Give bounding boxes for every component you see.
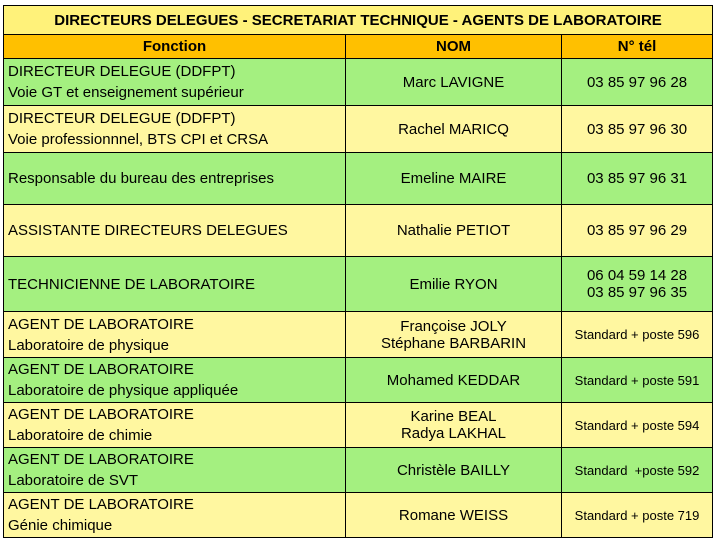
tel-cell: Standard + poste 719	[562, 493, 713, 538]
table-row	[4, 106, 713, 153]
nom-cell: Marc LAVIGNE	[346, 59, 562, 106]
table-row	[4, 358, 713, 403]
directory-table-container	[3, 5, 713, 538]
header-nom: NOM	[346, 35, 562, 59]
title-row	[4, 6, 713, 35]
header-tel: N° tél	[562, 35, 713, 59]
nom-cell: Romane WEISS	[346, 493, 562, 538]
tel-cell: 03 85 97 96 31	[562, 153, 713, 205]
tel-cell: Standard + poste 596	[562, 312, 713, 358]
nom-cell: Nathalie PETIOT	[346, 205, 562, 257]
tel-cell: Standard +poste 592	[562, 448, 713, 493]
nom-cell: Mohamed KEDDAR	[346, 358, 562, 403]
table-row	[4, 257, 713, 312]
fonction-cell: AGENT DE LABORATOIRE Laboratoire de physique appliquée	[4, 358, 346, 403]
header-row	[4, 35, 713, 59]
nom-cell: Christèle BAILLY	[346, 448, 562, 493]
table-row	[4, 493, 713, 538]
tel-cell: 03 85 97 96 29	[562, 205, 713, 257]
tel-cell: Standard + poste 591	[562, 358, 713, 403]
fonction-cell: AGENT DE LABORATOIRE Laboratoire de SVT	[4, 448, 346, 493]
fonction-cell: TECHNICIENNE DE LABORATOIRE	[4, 257, 346, 312]
table-title: DIRECTEURS DELEGUES - SECRETARIAT TECHNIQUE - AGENTS DE LABORATOIRE	[4, 6, 713, 35]
tel-cell: Standard + poste 594	[562, 403, 713, 448]
nom-cell: Karine BEAL Radya LAKHAL	[346, 403, 562, 448]
fonction-cell: DIRECTEUR DELEGUE (DDFPT) Voie professionnnel, BTS CPI et CRSA	[4, 106, 346, 153]
table-row	[4, 205, 713, 257]
table-row	[4, 403, 713, 448]
fonction-cell: AGENT DE LABORATOIRE Laboratoire de physique	[4, 312, 346, 358]
table-row	[4, 448, 713, 493]
tel-cell: 03 85 97 96 30	[562, 106, 713, 153]
tel-cell: 03 85 97 96 28	[562, 59, 713, 106]
fonction-cell: DIRECTEUR DELEGUE (DDFPT) Voie GT et enseignement supérieur	[4, 59, 346, 106]
fonction-cell: Responsable du bureau des entreprises	[4, 153, 346, 205]
fonction-cell: AGENT DE LABORATOIRE Génie chimique	[4, 493, 346, 538]
tel-cell: 06 04 59 14 28 03 85 97 96 35	[562, 257, 713, 312]
nom-cell: Emeline MAIRE	[346, 153, 562, 205]
nom-cell: Rachel MARICQ	[346, 106, 562, 153]
table-row	[4, 59, 713, 106]
directory-table	[3, 5, 713, 538]
fonction-cell: ASSISTANTE DIRECTEURS DELEGUES	[4, 205, 346, 257]
nom-cell: Françoise JOLY Stéphane BARBARIN	[346, 312, 562, 358]
table-row	[4, 312, 713, 358]
header-fonction: Fonction	[4, 35, 346, 59]
table-row	[4, 153, 713, 205]
fonction-cell: AGENT DE LABORATOIRE Laboratoire de chimie	[4, 403, 346, 448]
nom-cell: Emilie RYON	[346, 257, 562, 312]
